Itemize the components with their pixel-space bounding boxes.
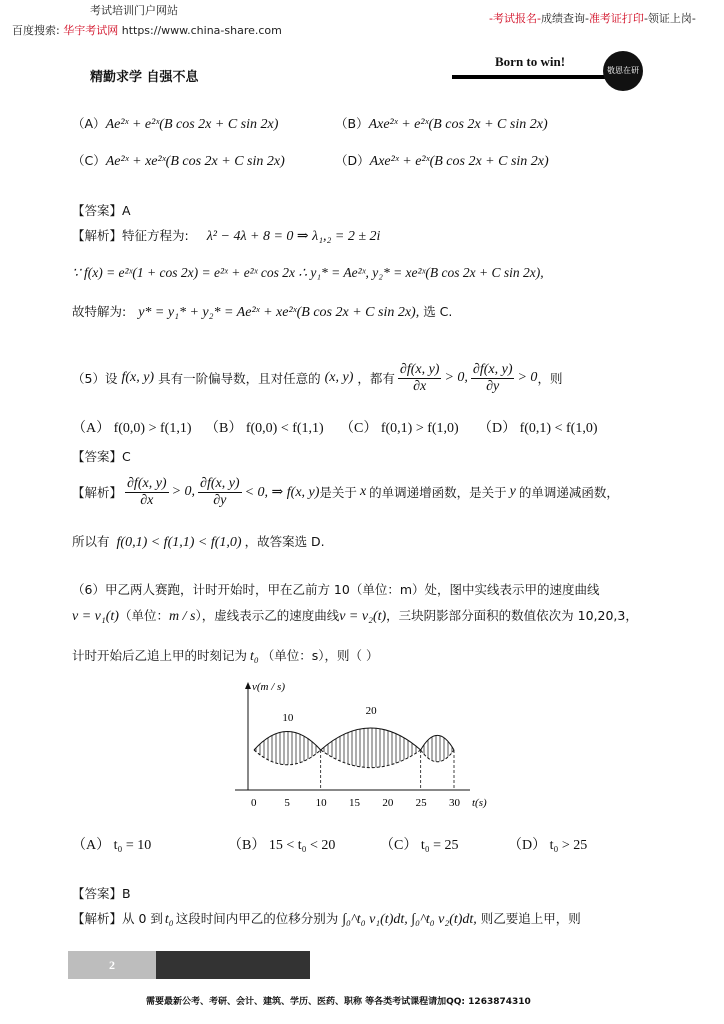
page-number: 2 [68, 951, 156, 979]
header-nav [489, 10, 696, 26]
q4-particular-solution: 故特解为: y* = y₁* + y₂* = Ae²ˣ + xe²ˣ(B cos 2x + C sin 2x), 选 C. [72, 304, 453, 320]
q5-an-frac-dy: ∂f(x, y) ∂y [200, 475, 240, 508]
search-brand-link[interactable]: 华宇考试网 [63, 24, 119, 37]
nav-sep: - [584, 12, 589, 25]
q5-conclusion: 所以有 f(0,1) < f(1,1) < f(1,0) ，故答案选 D. [72, 534, 325, 550]
q5-option-d: （D） f(0,1) < f(1,0) [478, 421, 598, 436]
x-tick-label: 25 [415, 797, 427, 809]
q6-option-b: （B） 15 < t₀ < 20 [228, 838, 336, 853]
y-axis-label: v(m / s) [252, 681, 285, 693]
q6-option-c: （C） t₀ = 25 [380, 838, 459, 853]
q4-option-b: （B）Axe²ˣ + e²ˣ(B cos 2x + C sin 2x) [335, 116, 548, 132]
slogan: Born to win! [495, 54, 566, 69]
region-area-label: 10 [282, 712, 294, 725]
shaded-region-2 [321, 705, 421, 790]
q6-stem-line2: v = v₁(t)（单位：m / s），虚线表示乙的速度曲线v = v₂(t)，三块阴影部分面积的数值依次为 10,20,3， [72, 608, 638, 624]
q4-analysis: 【解析】特征方程为: λ² − 4λ + 8 = 0 ⇒ λ₁,₂ = 2 ± 2i [72, 228, 381, 244]
footer-bar [156, 951, 310, 979]
x-tick-label: 10 [315, 797, 327, 809]
q4-option-c: （C）Ae²ˣ + xe²ˣ(B cos 2x + C sin 2x) [72, 153, 285, 169]
q6-analysis: 【解析】从 0 到 t₀ 这段时间内甲乙的位移分别为 ∫₀^t₀ v₁(t)dt, ∫₀^t₀ v₂(t)dt, 则乙要追上甲，则 [72, 911, 581, 927]
q5-answer: 【答案】C [72, 449, 131, 464]
nav-admission-link[interactable]: 准考证打印 [588, 12, 644, 25]
search-url[interactable]: https://www.china-share.com [121, 24, 282, 37]
nav-register-link[interactable]: -考试报名- [489, 12, 541, 25]
x-tick-label: 20 [382, 797, 394, 809]
q6-stem-line1: （6）甲乙两人赛跑，计时开始时，甲在乙前方 10（单位：m）处，图中实线表示甲的速度曲线 [72, 582, 600, 597]
header-rule [452, 75, 607, 79]
region-area-label: 20 [365, 705, 377, 717]
x-axis-label: t(s) [472, 797, 487, 809]
q5-option-c: （C） f(0,1) > f(1,0) [340, 421, 459, 436]
q6-stem-line3: 计时开始后乙追上甲的时刻记为 t₀ （单位：s），则（ ） [72, 648, 379, 664]
y-axis-arrow [245, 682, 251, 689]
shaded-region-1 [254, 712, 321, 790]
q5-frac-dy: ∂f(x, y) ∂y [472, 361, 513, 394]
q4-answer: 【答案】A [72, 203, 131, 218]
motto: 精勤求学 自强不息 [90, 70, 199, 85]
q6-answer: 【答案】B [72, 886, 131, 901]
x-tick-label: 5 [284, 797, 290, 809]
q5-frac-dx: ∂f(x, y) ∂x [399, 361, 440, 394]
x-tick-label: 15 [349, 797, 360, 809]
shaded-region-3 [421, 735, 454, 790]
q4-option-d: （D）Axe²ˣ + e²ˣ(B cos 2x + C sin 2x) [335, 153, 549, 169]
header-site-line: 考试培训门户网站 [90, 4, 178, 17]
region-hatch [321, 728, 421, 768]
q5-analysis: 【解析】 ∂f(x, y) ∂x > 0, ∂f(x, y) ∂y < 0, ⇒ f(x, y) 是关于 x 的单调递增函数，是关于 y 的单调递减函数， [72, 475, 619, 508]
q5-an-frac-dx: ∂f(x, y) ∂x [127, 475, 167, 508]
q6-option-d: （D） t₀ > 25 [508, 838, 588, 853]
header-search [12, 22, 282, 38]
q5-option-a: （A） f(0,0) > f(1,1) [72, 421, 192, 436]
nav-cert-link[interactable]: -领证上岗- [643, 12, 696, 25]
velocity-chart [230, 678, 500, 818]
x-tick-label: 0 [251, 797, 257, 809]
logo-seal: 敬恩在研 [603, 51, 643, 91]
search-prefix: 百度搜索: [12, 24, 60, 37]
region-hatch [421, 735, 454, 761]
q4-option-a: （A）Ae²ˣ + e²ˣ(B cos 2x + C sin 2x) [72, 116, 279, 132]
q6-option-a: （A） t₀ = 10 [72, 838, 152, 853]
q5-option-b: （B） f(0,0) < f(1,1) [205, 421, 324, 436]
region-hatch [254, 732, 321, 765]
footer-note: 需要最新公考、考研、会计、建筑、学历、医药、职称 等各类考试课程请加QQ: 1263874310 [146, 997, 531, 1007]
nav-score-link[interactable]: 成绩查询 [540, 12, 585, 25]
shaded-regions [254, 705, 454, 790]
x-tick-labels [251, 797, 461, 809]
x-tick-label: 30 [449, 797, 460, 809]
q5-stem: （5）设 f(x, y) 具有一阶偏导数，且对任意的 (x, y) ，都有 ∂f(x, y) ∂x > 0, ∂f(x, y) ∂y > 0 ，则 [72, 361, 563, 394]
q4-derivation: ∵ f(x) = e²ˣ(1 + cos 2x) = e²ˣ + e²ˣ cos 2x ∴ y₁* = Ae²ˣ, y₂* = xe²ˣ(B cos 2x + C sin 2x), [72, 265, 544, 280]
